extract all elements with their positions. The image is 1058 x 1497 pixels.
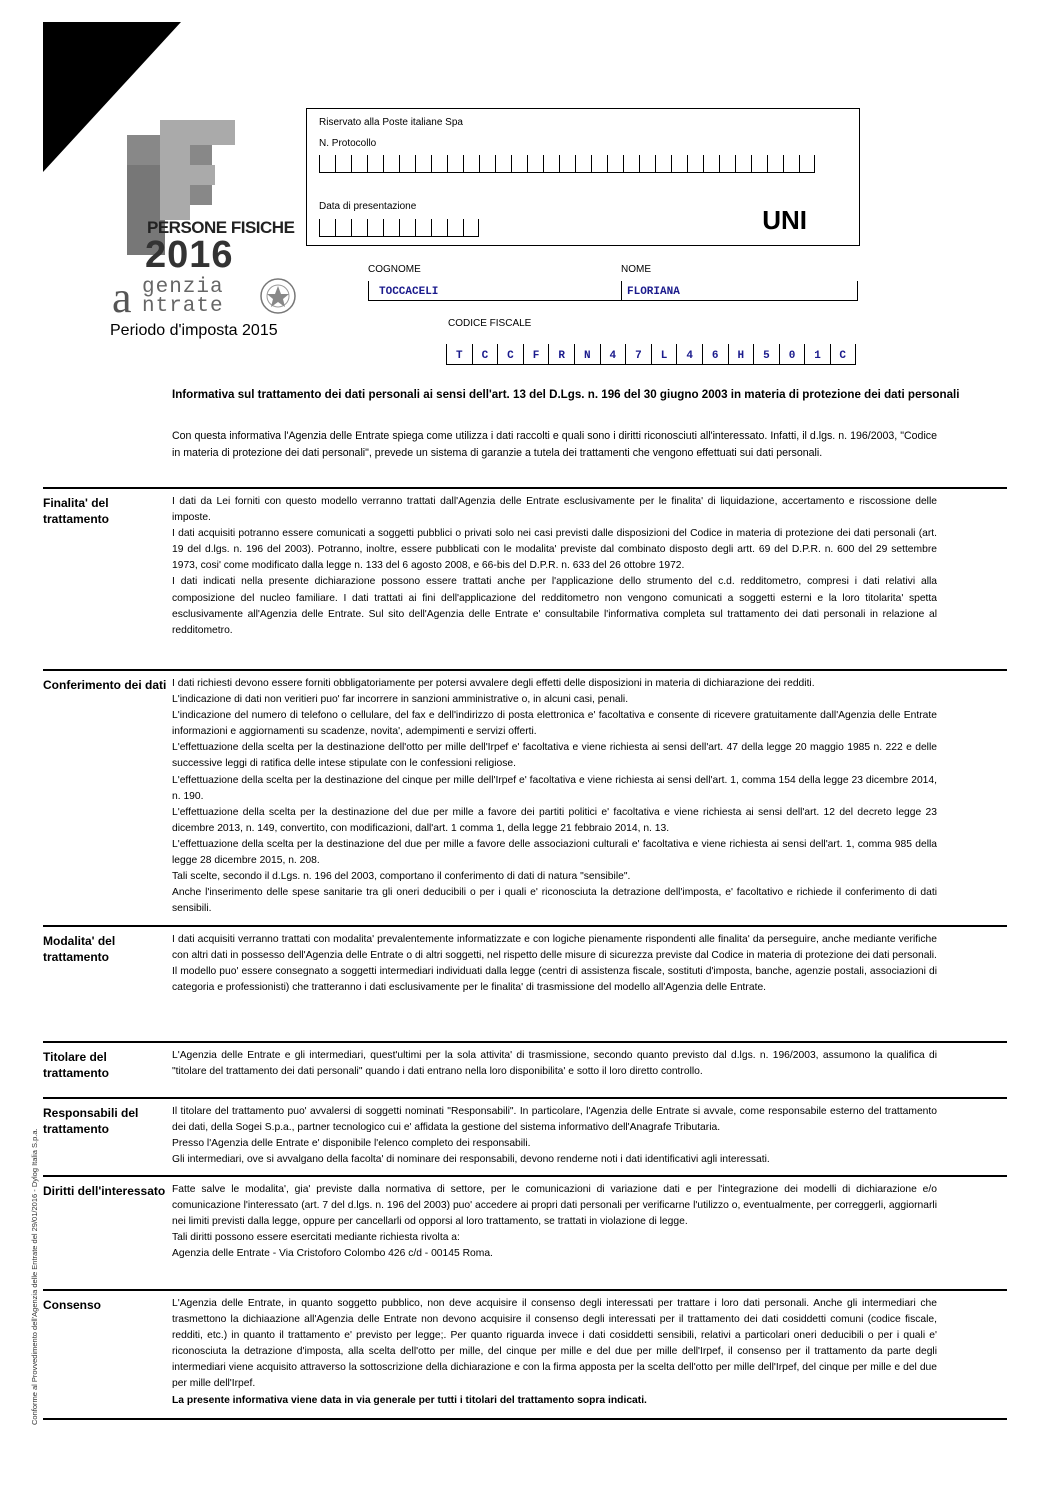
logo-line1: PERSONE FISICHE — [147, 218, 295, 237]
poste-reserved-label: Riservato alla Poste italiane Spa — [319, 117, 463, 128]
uni-label: UNI — [762, 205, 807, 235]
agency-line1: genzia — [142, 276, 224, 299]
protocollo-field[interactable] — [319, 155, 815, 173]
paragraph: Presso l'Agenzia delle Entrate e' disponibile l'elenco completo dei responsabili. — [172, 1138, 531, 1150]
cf-char: 5 — [753, 344, 779, 364]
paragraph: Anche l'inserimento delle spese sanitarie tra gli oneri deducibili o per i quali e' riconosciuta la detrazione dell'imposta, e' facoltativo e richiede il conferimento di dati sensibili. — [172, 887, 937, 915]
paragraph: L'effettuazione della scelta per la destinazione dell'otto per mille dell'Irpef e' facoltativa e viene richiesta ai sensi dell'art. 47 della legge 20 maggio 1985 n. 222 e delle successive leggi di ratifica delle intese stipulate con le confessioni religiose. — [172, 742, 937, 770]
cf-char: C — [472, 344, 498, 364]
cf-char: 4 — [600, 344, 626, 364]
paragraph: Agenzia delle Entrate - Via Cristoforo Colombo 426 c/d - 00145 Roma. — [172, 1248, 493, 1260]
paragraph: I dati indicati nella presente dichiarazione possono essere trattati anche per l'applicazione dello strumento del c.d. redditometro, compresi i dati relativi alla composizione del nucleo familiare. I dati trattati ai fini dell'applicazione del redditometro non vengono comunicati a soggetti esterni e la loro titolarita' spetta esclusivamente all'Agenzia delle Entrate. Sul sito dell'Agenzia delle Entrate e' consultabile l'informativa completa sul trattamento dei dati personali in relazione al redditometro. — [172, 576, 937, 636]
cf-char: T — [446, 344, 472, 364]
paragraph: Tali diritti possono essere esercitati mediante richiesta rivolta a: — [172, 1232, 460, 1244]
informativa-title: Informativa sul trattamento dei dati personali ai sensi dell'art. 13 del D.Lgs. n. 196 del 30 giugno 2003 in materia di protezione dei dati personali — [172, 388, 960, 401]
section-conferimento — [43, 669, 1007, 925]
paragraph: L'effettuazione della scelta per la destinazione del cinque per mille dell'Irpef e' facoltativa e viene richiesta ai sensi dell'art. 1, comma 154 della legge 23 dicembre 2014, n. 190. — [172, 774, 937, 802]
poste-box — [306, 108, 860, 246]
section-finalita — [43, 487, 1007, 669]
section-title: Diritti dell'interessato — [43, 1184, 166, 1198]
cf-label: CODICE FISCALE — [448, 318, 532, 329]
cf-char: 4 — [676, 344, 702, 364]
agency-line2: ntrate — [142, 295, 224, 318]
section-body — [172, 1104, 937, 1168]
paragraph: Gli intermediari, ove si avvalgano della facolta' di nominare dei responsabili, devono renderne noti i dati identificativi agli interessati. — [172, 1154, 770, 1166]
cf-char: 7 — [625, 344, 651, 364]
paragraph: Tali scelte, secondo il d.Lgs. n. 196 del 2003, comportano il conferimento di dati di natura "sensibile". — [172, 871, 631, 883]
paragraph: L'Agenzia delle Entrate e gli intermediari, quest'ultimi per la sola attivita' di trasmissione, secondo quanto previsto dal d.lgs. n. 196/2003, assumono la qualifica di "titolare del trattamento dei dati personali" quando i dati entrano nella loro disponibilita' e sotto il loro diretto controllo. — [172, 1050, 937, 1078]
name-fields — [368, 281, 858, 301]
cf-char: C — [497, 344, 523, 364]
paragraph: Fatte salve le modalita', gia' previste dalla normativa di settore, per le comunicazioni di variazione dati e per l'integrazione dei modelli di dichiarazione e/o comunicazione l'interessato (art. 7 del d.lgs. n. 196 del 2003) puo' accedere ai propri dati personali per verificarne l'utilizzo o, eventualmente, per correggerli, aggiornarli nei limiti previsti dalla legge, oppure per cancellarli od opporsi al loro trattamento, se trattati in violazione di legge. — [172, 1184, 937, 1228]
periodo-imposta: Periodo d'imposta 2015 — [110, 322, 278, 339]
protocollo-label: N. Protocollo — [319, 138, 377, 149]
paragraph: I dati acquisiti potranno essere comunicati a soggetti pubblici o privati solo nei casi previsti dalle disposizioni del Codice in materia di protezione dei dati personali (art. 19 del d.lgs. n. 196 del 2003). Potranno, inoltre, essere pubblicati con le modalita' previste dal combinato disposto degli artt. 69 del D.P.R. n. 600 del 29 settembre 1973, cosi' come modificato dalla legge n. 133 del 6 agosto 2008, e 66-bis del D.P.R. n. 633 del 26 ottobre 1972. — [172, 528, 937, 572]
cf-char: 6 — [702, 344, 728, 364]
agency-initial: a — [112, 273, 132, 322]
section-body — [172, 932, 937, 996]
cf-char: R — [548, 344, 574, 364]
paragraph: I dati da Lei forniti con questo modello verranno trattati dall'Agenzia delle Entrate esclusivamente per le finalita' di liquidazione, accertamento e riscossione delle imposte. — [172, 496, 937, 524]
section-title: Responsabili del trattamento — [43, 1106, 139, 1136]
informativa-intro: Con questa informativa l'Agenzia delle Entrate spiega come utilizza i dati raccolti e quali sono i diritti riconosciuti all'interessato. Infatti, il d.lgs. n. 196/2003, "Codice in materia di protezione dei dati personali", prevede un sistema di garanzie a tutela dei trattamenti che vengono effettuati sui dati personali. — [172, 430, 937, 459]
paragraph: Il titolare del trattamento puo' avvalersi di soggetti nominati "Responsabili". In particolare, l'Agenzia delle Entrate si avvale, come responsabile esterno del trattamento dei dati, della Sogei S.p.a., partner tecnologico cui e' affidata la gestione del sistema informativo dell'Anagrafe Tributaria. — [172, 1106, 937, 1134]
cf-char: L — [651, 344, 677, 364]
paragraph: I dati richiesti devono essere forniti obbligatoriamente per potersi avvalere degli effetti delle disposizioni in materia di dichiarazione dei redditi. — [172, 678, 815, 689]
logo-year: 2016 — [145, 234, 234, 276]
section-body — [172, 1048, 937, 1080]
cf-char: H — [728, 344, 754, 364]
cognome-value[interactable]: TOCCACELI — [379, 286, 439, 298]
bottom-rule — [43, 1418, 1007, 1420]
section-body — [172, 494, 937, 639]
nome-label: NOME — [621, 264, 651, 275]
emblem-icon — [258, 275, 298, 317]
section-title: Conferimento dei dati — [43, 678, 167, 692]
cf-char: 1 — [804, 344, 830, 364]
codice-fiscale-field[interactable] — [446, 344, 856, 365]
section-titolare — [43, 1041, 1007, 1097]
section-responsabili — [43, 1097, 1007, 1175]
paragraph: L'indicazione di dati non veritieri puo' far incorrere in sanzioni amministrative o, in alcuni casi, penali. — [172, 694, 629, 706]
cf-char: F — [523, 344, 549, 364]
paragraph: L'effettuazione della scelta per la destinazione del due per mille a favore delle associazioni culturali e' facoltativa e viene richiesta ai sensi dell'art. 1, comma 985 della legge 28 dicembre 2015, n. 208. — [172, 838, 937, 867]
paragraph: Il modello puo' essere consegnato a soggetti intermediari individuati dalla legge (centri di assistenza fiscale, sostituti d'imposta, banche, agenzie postali, associazioni di categoria e professionisti) che tratteranno i dati esclusivamente per le finalita' di trasmissione del modello all'Agenzia delle Entrate. — [172, 966, 937, 994]
cognome-label: COGNOME — [368, 264, 421, 275]
data-presentazione-field[interactable] — [319, 219, 479, 237]
section-body — [172, 676, 937, 917]
nome-value[interactable]: FLORIANA — [627, 286, 680, 298]
section-title: Modalita' del trattamento — [43, 934, 116, 964]
section-body — [172, 1182, 937, 1262]
side-note: Conforme al Provvedimento dell'Agenzia delle Entrate del 29/01/2016 - Dylog Italia S.p.a. — [30, 1128, 39, 1425]
paragraph: L'effettuazione della scelta per la destinazione del due per mille a favore dei partiti politici e' facoltativa e viene richiesta ai sensi dell'art. 12 del decreto legge 23 dicembre 2013, n. 149, convertito, con modificazioni, dall'art. 1 comma 1, della legge 21 febbraio 2014, n. 13. — [172, 806, 937, 834]
section-body — [172, 1296, 937, 1409]
cf-char: C — [830, 344, 856, 364]
cf-char: 0 — [779, 344, 805, 364]
section-title: Consenso — [43, 1298, 102, 1312]
closing-statement: La presente informativa viene data in via generale per tutti i titolari del trattamento sopra indicati. — [172, 1394, 647, 1406]
section-consenso — [43, 1289, 1007, 1419]
section-title: Finalita' del trattamento — [43, 496, 110, 526]
section-title: Titolare del trattamento — [43, 1050, 110, 1080]
paragraph: L'Agenzia delle Entrate, in quanto soggetto pubblico, non deve acquisire il consenso degli interessati per trattare i loro dati personali. Anche gli intermediari che trasmettono la dichiaazione all'Agenzia delle Entrate non devono acquisire il consenso degli interessati per il trattamento dei dati cosiddetti comuni (codice fiscale, redditi, etc.) in quanto il trattamento e' previsto per legge;. Per quanto riguarda invece i dati cosiddetti sensibili, relativi a particolari oneri deducibili o per i quali e' riconosciuta la detrazione d'imposta, alla scelta dell'otto per mille, del cinque per mille e del due per mille dell'Irpef, il consenso per il trattamento da parte degli intermediari viene acquisito attraverso la sottoscrizione della dichiarazione e con la firma apposta per la scelta dell'otto per mille dell'Irpef, del cinque per mille e del due per mille dell'Irpef. — [172, 1298, 937, 1390]
paragraph: L'indicazione del numero di telefono o cellulare, del fax e dell'indirizzo di posta elettronica e' facoltativa e consente di ricevere gratuitamente dall'Agenzia delle Entrate informazioni e aggiornamenti su scadenze, novita', adempimenti e servizi offerti. — [172, 710, 937, 738]
data-presentazione-label: Data di presentazione — [319, 201, 417, 212]
section-diritti — [43, 1175, 1007, 1289]
paragraph: I dati acquisiti verranno trattati con modalita' prevalentemente informatizzate e con logiche pienamente rispondenti alle finalita' da perseguire, anche mediante verifiche con altri dati in possesso dell'Agenzia delle Entrate o di altri soggetti, nel rispetto delle misure di sicurezza previste dal Codice in materia di protezione dei dati personali. — [172, 934, 937, 962]
cf-char: N — [574, 344, 600, 364]
section-modalita — [43, 925, 1007, 1041]
